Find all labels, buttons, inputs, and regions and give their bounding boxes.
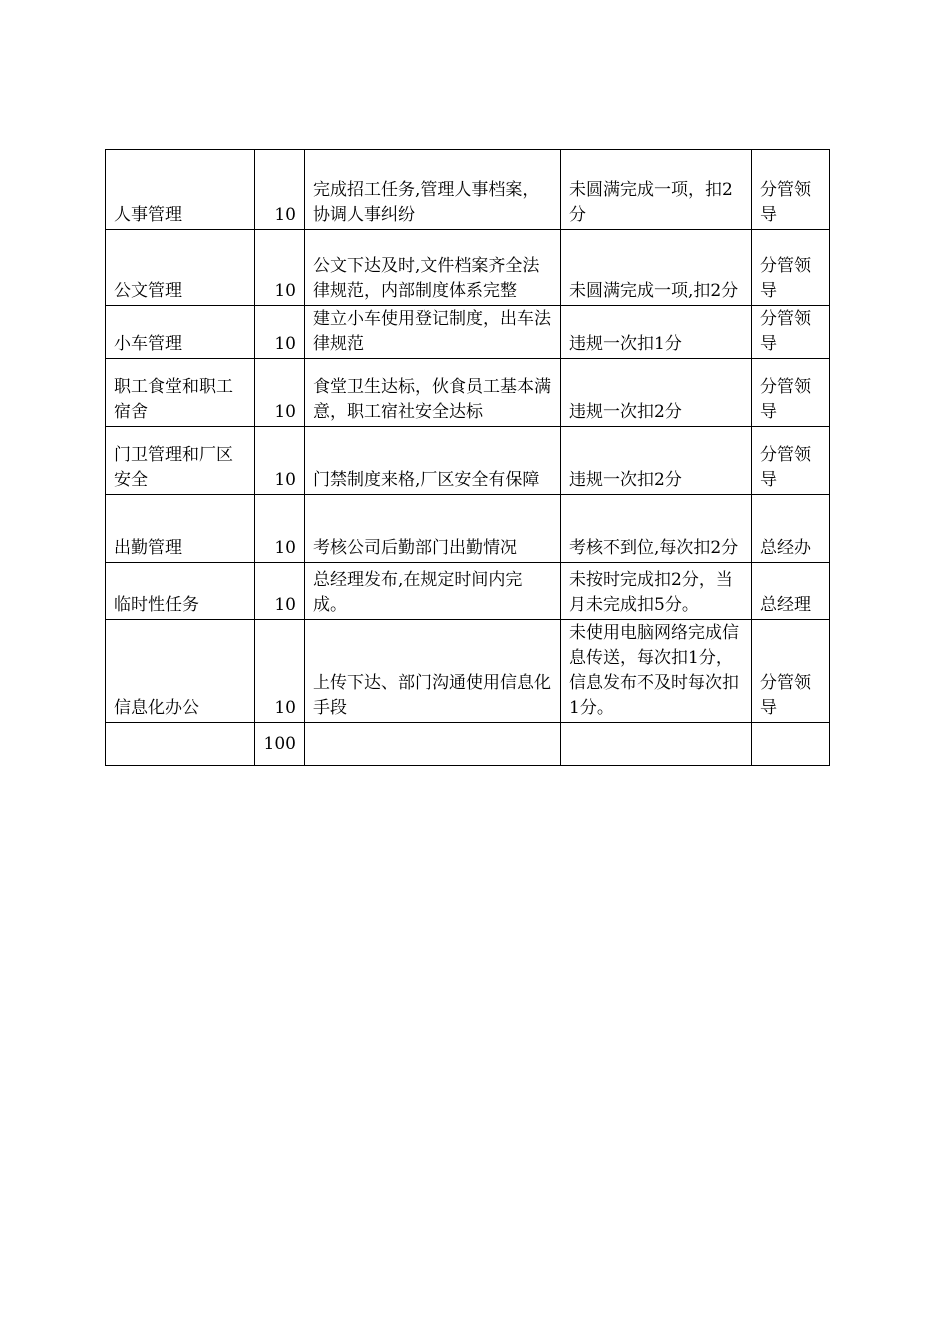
- standard-cell: 食堂卫生达标，伙食员工基本满意，职工宿社安全达标: [305, 359, 561, 427]
- total-deduction-cell: [561, 723, 752, 766]
- deduction-cell: 违规一次扣1分: [561, 306, 752, 359]
- score-cell: 10: [255, 306, 305, 359]
- deduction-cell: 违规一次扣2分: [561, 359, 752, 427]
- item-cell: 信息化办公: [106, 620, 255, 723]
- deduction-cell: 未按时完成扣2分，当月未完成扣5分。: [561, 563, 752, 620]
- table-row: [106, 359, 830, 427]
- score-cell: 10: [255, 230, 305, 306]
- assessor-cell: 分管领导: [752, 427, 830, 495]
- deduction-cell: 未使用电脑网络完成信息传送，每次扣1分，信息发布不及时每次扣1分。: [561, 620, 752, 723]
- deduction-cell: 未圆满完成一项,扣2分: [561, 230, 752, 306]
- score-cell: 10: [255, 620, 305, 723]
- assessor-cell: 分管领导: [752, 620, 830, 723]
- item-cell: 临时性任务: [106, 563, 255, 620]
- total-row: [106, 723, 830, 766]
- item-cell: 公文管理: [106, 230, 255, 306]
- item-cell: 职工食堂和职工宿舍: [106, 359, 255, 427]
- standard-cell: 门禁制度来格,厂区安全有保障: [305, 427, 561, 495]
- standard-cell: 完成招工任务,管理人事档案，协调人事纠纷: [305, 150, 561, 230]
- item-cell: 门卫管理和厂区安全: [106, 427, 255, 495]
- table-row: [106, 306, 830, 359]
- assessor-cell: 分管领导: [752, 230, 830, 306]
- assessment-table: [105, 149, 830, 766]
- deduction-cell: 考核不到位,每次扣2分: [561, 495, 752, 563]
- table-row: [106, 495, 830, 563]
- deduction-cell: 未圆满完成一项，扣2分: [561, 150, 752, 230]
- total-item-cell: [106, 723, 255, 766]
- table-row: [106, 230, 830, 306]
- total-assessor-cell: [752, 723, 830, 766]
- item-cell: 人事管理: [106, 150, 255, 230]
- standard-cell: 公文下达及时,文件档案齐全法律规范，内部制度体系完整: [305, 230, 561, 306]
- standard-cell: 建立小车使用登记制度，出车法律规范: [305, 306, 561, 359]
- assessor-cell: 分管领导: [752, 359, 830, 427]
- score-cell: 10: [255, 563, 305, 620]
- table-row: [106, 150, 830, 230]
- table-row: [106, 427, 830, 495]
- standard-cell: 考核公司后勤部门出勤情况: [305, 495, 561, 563]
- table-row: [106, 620, 830, 723]
- score-cell: 10: [255, 427, 305, 495]
- deduction-cell: 违规一次扣2分: [561, 427, 752, 495]
- total-standard-cell: [305, 723, 561, 766]
- assessor-cell: 分管领导: [752, 150, 830, 230]
- score-cell: 10: [255, 150, 305, 230]
- table-row: [106, 563, 830, 620]
- standard-cell: 上传下达、部门沟通使用信息化手段: [305, 620, 561, 723]
- assessor-cell: 分管领导: [752, 306, 830, 359]
- item-cell: 小车管理: [106, 306, 255, 359]
- score-cell: 10: [255, 359, 305, 427]
- score-cell: 10: [255, 495, 305, 563]
- standard-cell: 总经理发布,在规定时间内完成。: [305, 563, 561, 620]
- total-score-cell: 100: [255, 723, 305, 766]
- item-cell: 出勤管理: [106, 495, 255, 563]
- assessor-cell: 总经理: [752, 563, 830, 620]
- assessor-cell: 总经办: [752, 495, 830, 563]
